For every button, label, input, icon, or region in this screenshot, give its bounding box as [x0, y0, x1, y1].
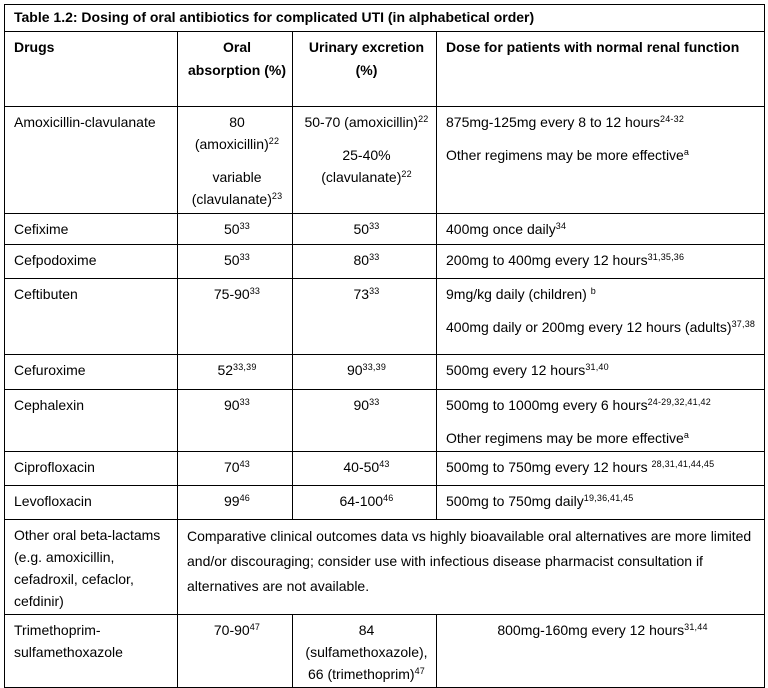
absorption-cell: [178, 245, 293, 279]
excretion-cell: [293, 486, 437, 520]
dose-text: Other regimens may be more effective$^a$: [446, 430, 690, 446]
drug-name: Other oral beta-lactams: [14, 527, 161, 543]
table-row-cefixime: [5, 214, 765, 245]
excretion-cell: [293, 355, 437, 390]
note-text: Comparative clinical outcomes data vs highly bioavailable oral alternatives are more limited and/or discouraging; consider use with infectious disease pharmacist consultation if alternatives are not available.: [187, 528, 752, 594]
table-title: Table 1.2: Dosing of oral antibiotics for complicated UTI (in alphabetical order): [5, 5, 765, 32]
drug-cell: [5, 615, 178, 688]
drug-name: Amoxicillin-clavulanate: [14, 114, 156, 130]
drug-name: Trimethoprim-sulfamethoxazole: [14, 622, 123, 660]
drug-name: Ceftibuten: [14, 286, 78, 302]
drug-cell: [5, 390, 178, 452]
absorption-cell: [178, 615, 293, 688]
column-header-drugs: Drugs: [5, 32, 178, 107]
excretion-value: $80^{33}$: [353, 252, 380, 268]
dose-cell: [437, 214, 765, 245]
excretion-value: $73^{33}$: [353, 286, 380, 302]
excretion-value: $64-100^{46}$: [339, 493, 394, 509]
dose-cell: [437, 390, 765, 452]
dose-cell: [437, 107, 765, 214]
drug-name: Cefpodoxime: [14, 252, 97, 268]
dose-text: Other regimens may be more effective$^a$: [446, 147, 690, 163]
note-cell: [178, 520, 765, 615]
excretion-value: 25-40% (clavulanate)$^{22}$: [321, 147, 412, 185]
drug-cell: [5, 214, 178, 245]
dose-cell: [437, 452, 765, 486]
excretion-value: $40-50^{43}$: [343, 459, 390, 475]
table-row-ciprofloxacin: [5, 452, 765, 486]
absorption-value: $70^{43}$: [224, 459, 250, 475]
excretion-cell: [293, 107, 437, 214]
absorption-cell: [178, 486, 293, 520]
absorption-cell: [178, 279, 293, 355]
dose-text: 200mg to 400mg every 12 hours$^{31,35,36}$: [446, 252, 685, 268]
column-header-oral-absorption: Oral absorption (%): [178, 32, 293, 107]
column-header-dose: Dose for patients with normal renal function: [437, 32, 765, 107]
dose-cell: [437, 615, 765, 688]
table-row-other-beta-lactams: [5, 520, 765, 615]
absorption-cell: [178, 390, 293, 452]
excretion-cell: [293, 390, 437, 452]
dosing-table: [4, 4, 765, 688]
header-row: [5, 32, 765, 107]
column-header-urinary-excretion: Urinary excretion (%): [293, 32, 437, 107]
drug-name: (e.g. amoxicillin,: [14, 549, 115, 565]
absorption-value: 52$^{33,39}$: [217, 362, 257, 378]
excretion-cell: [293, 615, 437, 688]
table-row-ceftibuten: [5, 279, 765, 355]
drug-name: Cefixime: [14, 221, 69, 237]
absorption-value: $50^{33}$: [224, 221, 250, 237]
drug-name: cefadroxil, cefaclor,: [14, 571, 134, 587]
drug-cell: [5, 245, 178, 279]
table-row-cephalexin: [5, 390, 765, 452]
excretion-value: 84 (sulfamethoxazole), 66 (trimethoprim)$^{47}$: [305, 622, 428, 682]
drug-cell: [5, 452, 178, 486]
excretion-cell: [293, 214, 437, 245]
table-row-levofloxacin: [5, 486, 765, 520]
dose-text: 400mg daily or 200mg every 12 hours (adults)$^{37,38}$: [446, 319, 756, 335]
dose-text: 9mg/kg daily (children) $^b$: [446, 286, 596, 302]
drug-name: Cefuroxime: [14, 362, 86, 378]
dose-cell: [437, 355, 765, 390]
dose-text: 875mg-125mg every 8 to 12 hours$^{24-32}$: [446, 114, 685, 130]
drug-cell: [5, 486, 178, 520]
dose-text: 500mg every 12 hours$^{31,40}$: [446, 362, 609, 378]
excretion-value: $50^{33}$: [353, 221, 380, 237]
absorption-cell: [178, 452, 293, 486]
absorption-cell: [178, 355, 293, 390]
drug-cell: [5, 520, 178, 615]
absorption-value: $75-90^{33}$: [213, 286, 261, 302]
drug-name: Cephalexin: [14, 397, 85, 413]
absorption-value: $99^{46}$: [224, 493, 250, 509]
drug-name: cefdinir): [14, 593, 64, 609]
table-row-trimethoprim-sulfamethoxazole: [5, 615, 765, 688]
drug-name: Ciprofloxacin: [14, 459, 95, 475]
table-row-cefpodoxime: [5, 245, 765, 279]
dose-cell: [437, 486, 765, 520]
excretion-cell: [293, 452, 437, 486]
dose-text: 800mg-160mg every 12 hours$^{31,44}$: [497, 622, 708, 638]
absorption-value: $70-90^{47}$: [213, 622, 261, 638]
drug-cell: [5, 355, 178, 390]
absorption-value: 80 (amoxicillin)$^{22}$: [194, 114, 280, 152]
drug-name: Levofloxacin: [14, 493, 92, 509]
excretion-value: 50-70 (amoxicillin)$^{22}$: [304, 114, 429, 130]
excretion-value: 90$^{33,39}$: [346, 362, 387, 378]
absorption-cell: [178, 214, 293, 245]
dose-text: 500mg to 750mg daily$^{19,36,41,45}$: [446, 493, 634, 509]
title-row: [5, 5, 765, 32]
absorption-value: variable (clavulanate)$^{23}$: [191, 169, 283, 207]
absorption-value: $50^{33}$: [224, 252, 250, 268]
dose-text: 400mg once daily$^{34}$: [446, 221, 567, 237]
drug-cell: [5, 107, 178, 214]
excretion-value: $90^{33}$: [353, 397, 380, 413]
dose-text: 500mg to 750mg every 12 hours $^{28,31,41,44,45}$: [446, 459, 715, 475]
dose-text: 500mg to 1000mg every 6 hours$^{24-29,32,41,42}$: [446, 397, 711, 413]
excretion-cell: [293, 245, 437, 279]
dose-cell: [437, 279, 765, 355]
dose-cell: [437, 245, 765, 279]
absorption-value: $90^{33}$: [224, 397, 250, 413]
table-row-amoxicillin-clavulanate: [5, 107, 765, 214]
excretion-cell: [293, 279, 437, 355]
drug-cell: [5, 279, 178, 355]
absorption-cell: [178, 107, 293, 214]
table-row-cefuroxime: [5, 355, 765, 390]
